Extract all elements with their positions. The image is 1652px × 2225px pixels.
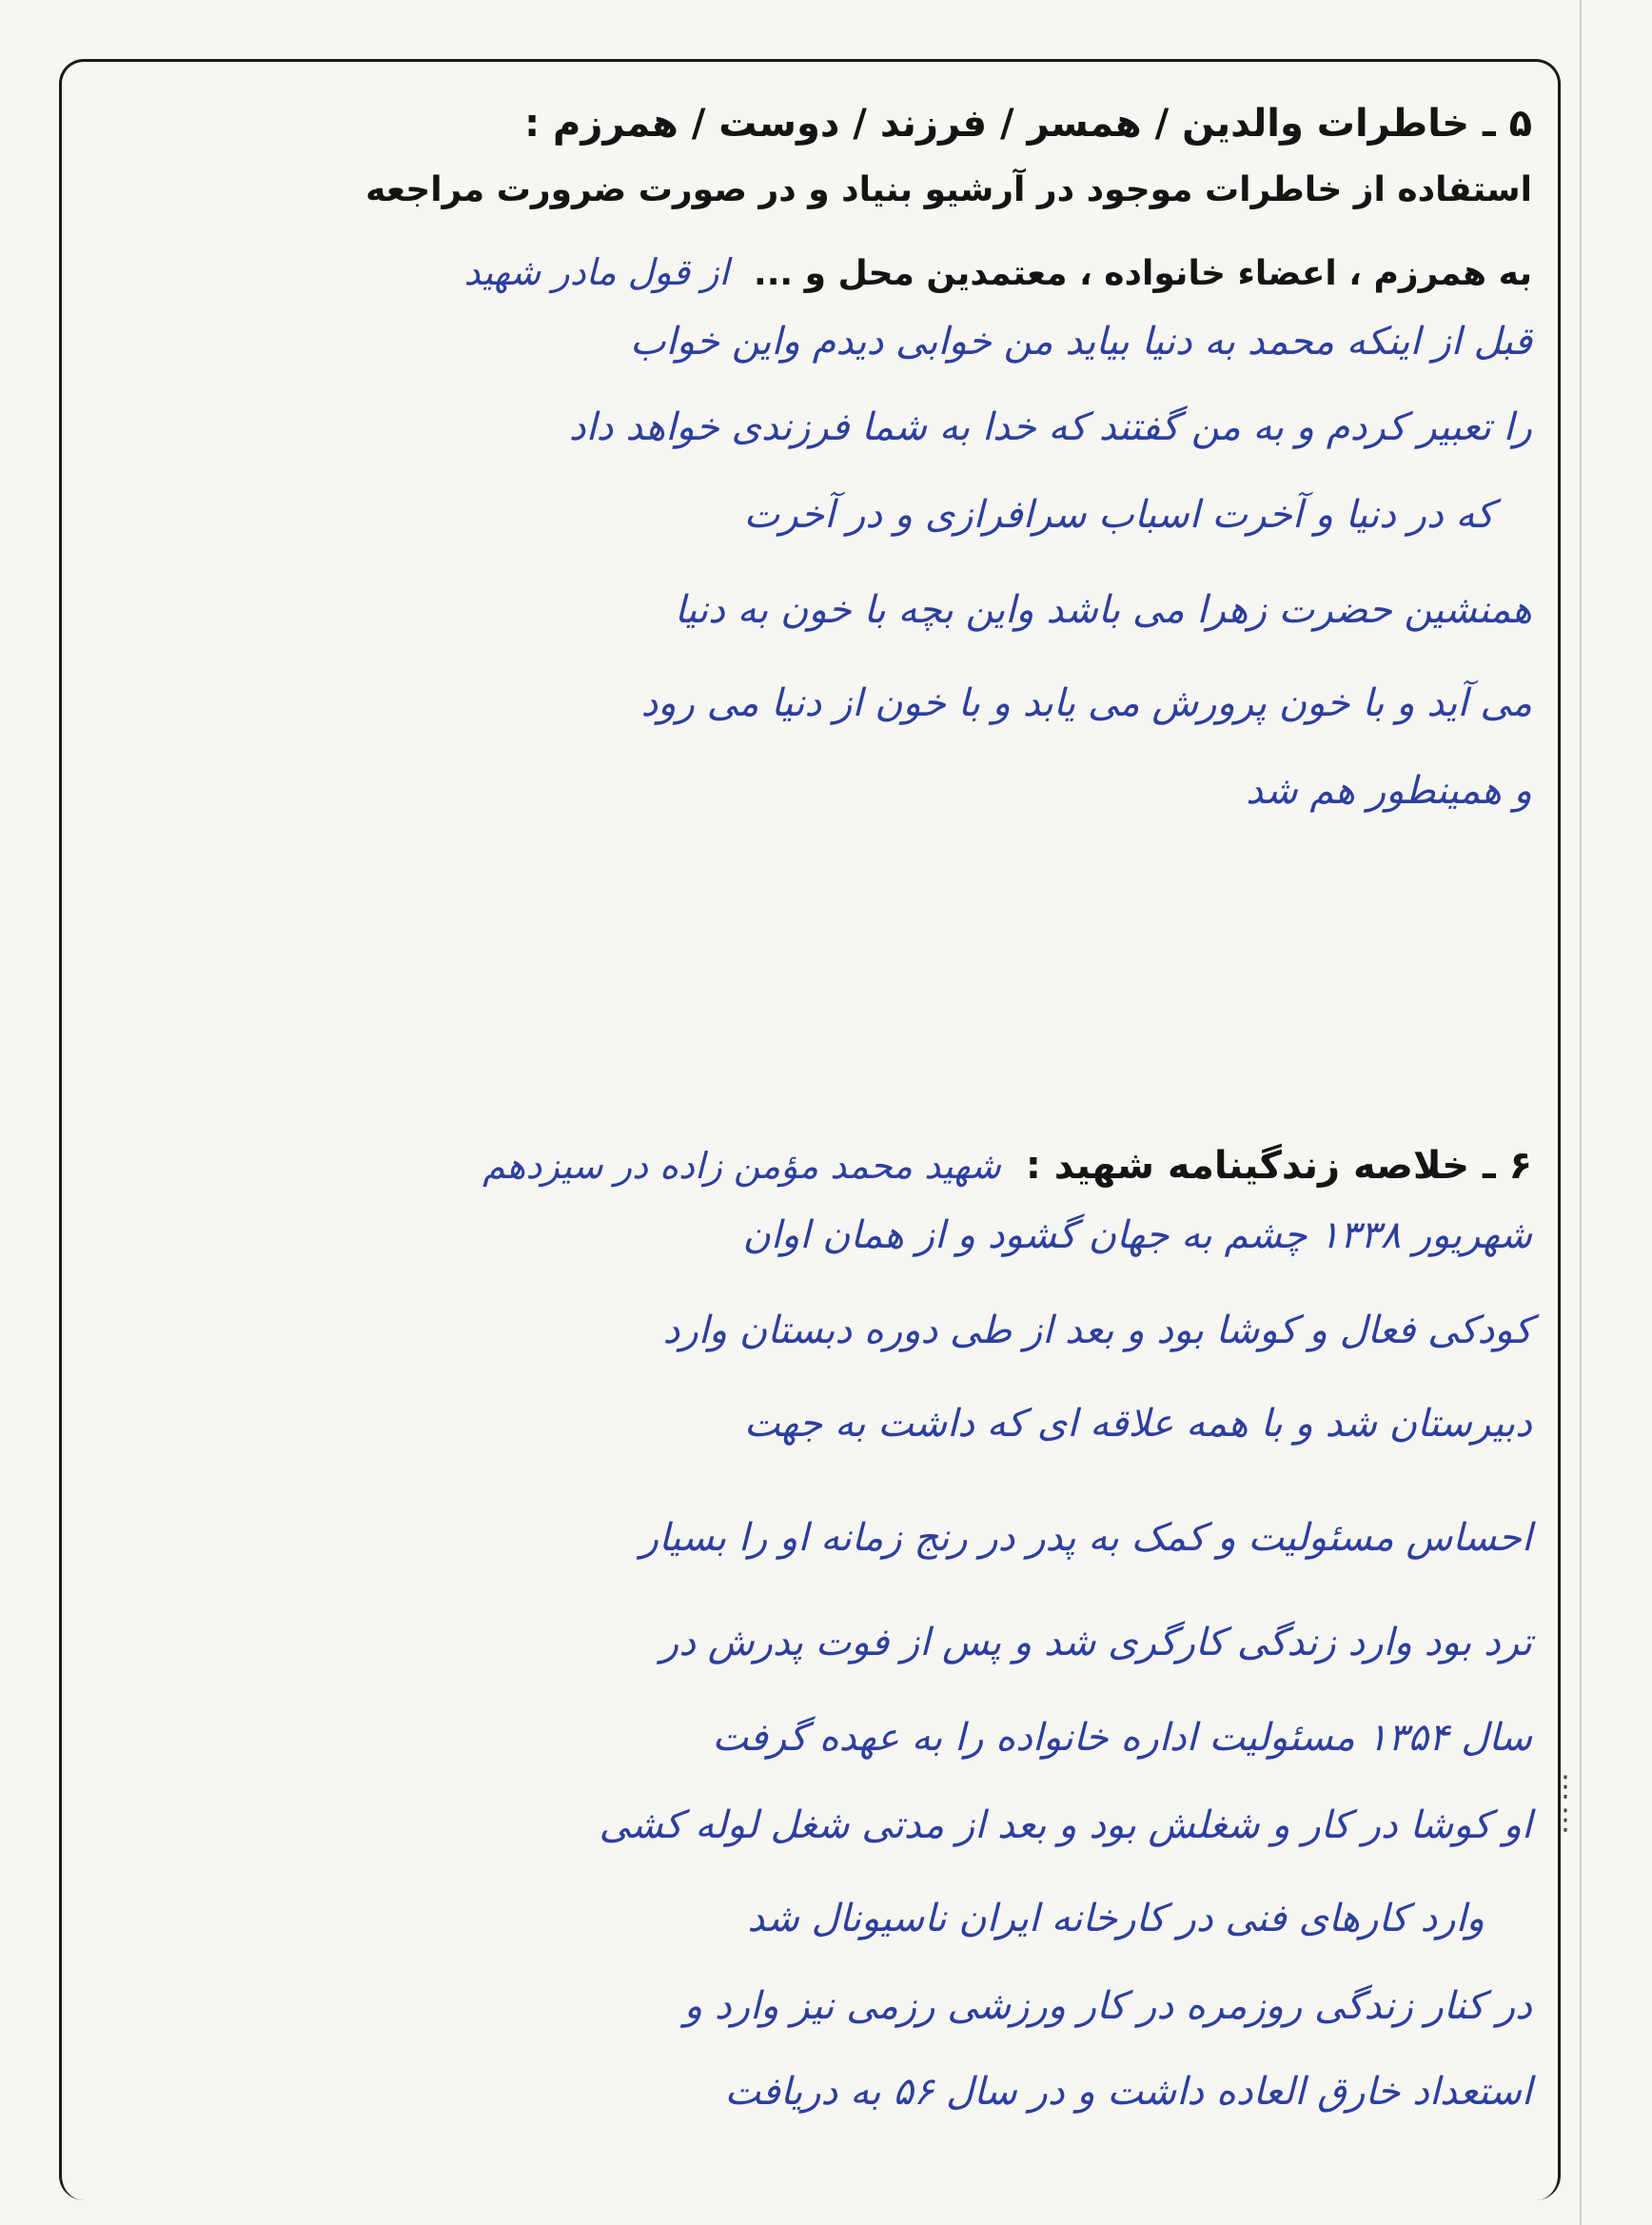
biography-first-line: شهید محمد مؤمن زاده در سیزدهم [482, 1145, 1001, 1187]
section-6-handwriting [86, 1194, 1532, 2184]
biography-line: ترد بود وارد زندگی کارگری شد و پس از فوت پدرش در [659, 1621, 1532, 1664]
memory-line: همنشین حضرت زهرا می باشد واین بچه با خون به دنیا [674, 588, 1532, 632]
biography-line: کودکی فعال و کوشا بود و بعد از طی دوره دبستان وارد [662, 1309, 1532, 1352]
section-6-title-row [86, 1137, 1532, 1194]
section-5-handwriting [86, 303, 1532, 836]
biography-line: او کوشا در کار و شغلش بود و بعد از مدتی شغل لوله کشی [599, 1803, 1532, 1847]
page-edge-line [1580, 0, 1582, 2225]
biography-line: در کنار زندگی روزمره در کار ورزشی رزمی نیز وارد و [683, 1984, 1532, 2028]
biography-line: دبیرستان شد و با همه علاقه ای که داشت به جهت [743, 1402, 1532, 1446]
handwritten-source: از قول مادر شهید [463, 251, 730, 293]
memory-line: و همینطور هم شد [1246, 769, 1532, 813]
section-6-title: ۶ ـ خلاصه زندگینامه شهید : [1025, 1144, 1532, 1188]
biography-line: شهریور ۱۳۳۸ چشم به جهان گشود و از همان اوان [742, 1213, 1532, 1257]
section-biography [86, 1137, 1532, 2203]
section-memories [86, 95, 1532, 914]
memory-line: که در دنیا و آخرت اسباب سرافرازی و در آخرت [743, 493, 1494, 537]
section-5-instruction-row [86, 246, 1532, 303]
section-5-title: ۵ ـ خاطرات والدین / همسر / فرزند / دوست / همرزم : [524, 102, 1532, 146]
biography-line: استعداد خارق العاده داشت و در سال ۵۶ به دریافت [724, 2070, 1532, 2114]
section-5-instruction-line2: به همرزم ، اعضاء خانواده ، معتمدین محل و ... [754, 254, 1532, 293]
biography-line: وارد کارهای فنی در کارخانه ایران ناسیونال شد [747, 1897, 1485, 1940]
memory-line: قبل از اینکه محمد به دنیا بیاید من خوابی دیدم واین خواب [629, 320, 1532, 364]
biography-line: احساس مسئولیت و کمک به پدر در رنج زمانه او را بسیار [639, 1516, 1532, 1560]
memory-line: می آید و با خون پرورش می یابد و با خون از دنیا می رود [640, 681, 1532, 725]
section-5-instruction-line1: استفاده از خاطرات موجود در آرشیو بنیاد و در صورت ضرورت مراجعه [365, 170, 1532, 209]
margin-dots: ⋮ ⋮ [1551, 1770, 1580, 1837]
memory-line: را تعبیر کردم و به من گفتند که خدا به شما فرزندی خواهد داد [568, 405, 1532, 449]
biography-line: سال ۱۳۵۴ مسئولیت اداره خانواده را به عهده گرفت [712, 1716, 1532, 1760]
